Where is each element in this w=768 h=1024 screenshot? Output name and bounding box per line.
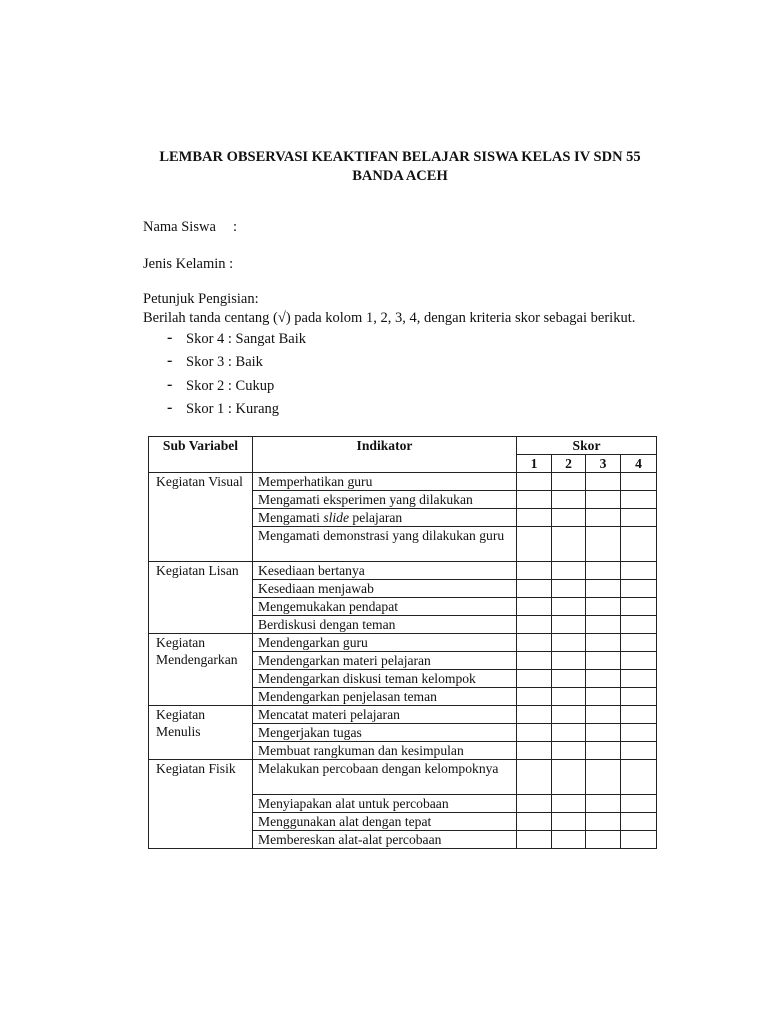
score-cell-4[interactable]: [621, 473, 657, 491]
table-row: [149, 634, 657, 652]
sub-variabel-cell: Kegiatan Lisan: [149, 562, 253, 634]
criteria-text: Skor 3 : Baik: [186, 354, 263, 370]
indikator-cell: Mencatat materi pelajaran: [253, 706, 517, 724]
header-sub-variabel: Sub Variabel: [149, 437, 253, 473]
indikator-cell: Mendengarkan diskusi teman kelompok: [253, 670, 517, 688]
score-cell-4[interactable]: [621, 652, 657, 670]
indikator-cell: Mendengarkan guru: [253, 634, 517, 652]
score-cell-1[interactable]: [517, 688, 552, 706]
table-row: [149, 473, 657, 491]
score-cell-4[interactable]: [621, 813, 657, 831]
score-cell-4[interactable]: [621, 598, 657, 616]
score-cell-2[interactable]: [552, 616, 586, 634]
title-line-2: BANDA ACEH: [352, 168, 448, 184]
score-cell-4[interactable]: [621, 580, 657, 598]
score-cell-1[interactable]: [517, 491, 552, 509]
indikator-cell: Menggunakan alat dengan tepat: [253, 813, 517, 831]
score-cell-3[interactable]: [586, 527, 621, 562]
score-cell-1[interactable]: [517, 831, 552, 849]
score-cell-1[interactable]: [517, 742, 552, 760]
score-cell-3[interactable]: [586, 598, 621, 616]
header-indikator: Indikator: [253, 437, 517, 473]
score-cell-2[interactable]: [552, 813, 586, 831]
score-cell-3[interactable]: [586, 706, 621, 724]
score-cell-3[interactable]: [586, 509, 621, 527]
indikator-cell: Mengemukakan pendapat: [253, 598, 517, 616]
table-row: [149, 706, 657, 724]
indikator-cell: Mengerjakan tugas: [253, 724, 517, 742]
score-cell-3[interactable]: [586, 491, 621, 509]
score-cell-4[interactable]: [621, 527, 657, 562]
indikator-cell: Mendengarkan penjelasan teman: [253, 688, 517, 706]
score-cell-1[interactable]: [517, 760, 552, 795]
indikator-cell: Menyiapakan alat untuk percobaan: [253, 795, 517, 813]
table-row: [149, 562, 657, 580]
score-cell-3[interactable]: [586, 795, 621, 813]
score-cell-3[interactable]: [586, 652, 621, 670]
score-cell-2[interactable]: [552, 473, 586, 491]
score-cell-1[interactable]: [517, 813, 552, 831]
instructions-text: Berilah tanda centang (√) pada kolom 1, 2, 3, 4, dengan kriteria skor sebagai berikut.: [143, 310, 636, 326]
score-cell-3[interactable]: [586, 724, 621, 742]
indikator-cell: Memperhatikan guru: [253, 473, 517, 491]
sub-variabel-cell: Kegiatan Visual: [149, 473, 253, 562]
score-cell-3[interactable]: [586, 813, 621, 831]
score-cell-2[interactable]: [552, 760, 586, 795]
score-cell-4[interactable]: [621, 760, 657, 795]
bullet-dash: -: [167, 376, 173, 393]
score-cell-2[interactable]: [552, 509, 586, 527]
indikator-cell: Mengamati demonstrasi yang dilakukan guru: [253, 527, 517, 562]
score-cell-2[interactable]: [552, 670, 586, 688]
score-cell-2[interactable]: [552, 652, 586, 670]
score-cell-2[interactable]: [552, 634, 586, 652]
score-cell-1[interactable]: [517, 509, 552, 527]
sub-variabel-cell: Kegiatan Mendengarkan: [149, 634, 253, 706]
score-cell-4[interactable]: [621, 509, 657, 527]
instructions: [143, 290, 703, 328]
field-jenis-kelamin: [143, 255, 233, 274]
score-cell-3[interactable]: [586, 742, 621, 760]
score-cell-4[interactable]: [621, 491, 657, 509]
score-cell-2[interactable]: [552, 527, 586, 562]
score-cell-4[interactable]: [621, 724, 657, 742]
criteria-text: Skor 1 : Kurang: [186, 401, 280, 417]
score-cell-1[interactable]: [517, 598, 552, 616]
score-cell-4[interactable]: [621, 688, 657, 706]
score-cell-1[interactable]: [517, 562, 552, 580]
score-cell-2[interactable]: [552, 598, 586, 616]
indikator-cell: Mengamati eksperimen yang dilakukan: [253, 491, 517, 509]
title-line-1: LEMBAR OBSERVASI KEAKTIFAN BELAJAR SISWA KELAS IV SDN 55: [159, 149, 641, 165]
score-cell-4[interactable]: [621, 670, 657, 688]
score-cell-1[interactable]: [517, 652, 552, 670]
bullet-dash: -: [167, 329, 173, 346]
score-cell-3[interactable]: [586, 670, 621, 688]
field-label: Jenis Kelamin :: [143, 256, 234, 272]
score-cell-2[interactable]: [552, 795, 586, 813]
score-cell-4[interactable]: [621, 634, 657, 652]
score-cell-1[interactable]: [517, 706, 552, 724]
score-cell-3[interactable]: [586, 831, 621, 849]
score-cell-4[interactable]: [621, 562, 657, 580]
table-row: [149, 760, 657, 795]
score-cell-1[interactable]: [517, 473, 552, 491]
indikator-cell: Kesediaan bertanya: [253, 562, 517, 580]
field-label: Nama Siswa: [143, 219, 216, 235]
criteria-text: Skor 4 : Sangat Baik: [186, 331, 307, 347]
indikator-cell: Mengamati slide pelajaran: [253, 509, 517, 527]
score-cell-2[interactable]: [552, 580, 586, 598]
observation-table: [148, 436, 657, 849]
score-cell-3[interactable]: [586, 616, 621, 634]
indikator-cell: Melakukan percobaan dengan kelompoknya: [253, 760, 517, 795]
score-cell-1[interactable]: [517, 670, 552, 688]
sub-variabel-cell: Kegiatan Menulis: [149, 706, 253, 760]
header-score-1: 1: [517, 455, 552, 473]
score-cell-2[interactable]: [552, 742, 586, 760]
score-cell-2[interactable]: [552, 706, 586, 724]
score-cell-2[interactable]: [552, 831, 586, 849]
score-cell-2[interactable]: [552, 491, 586, 509]
indikator-cell: Membuat rangkuman dan kesimpulan: [253, 742, 517, 760]
score-cell-1[interactable]: [517, 580, 552, 598]
score-cell-2[interactable]: [552, 562, 586, 580]
criteria-text: Skor 2 : Cukup: [186, 378, 275, 394]
score-cell-3[interactable]: [586, 688, 621, 706]
header-skor: Skor: [517, 437, 657, 455]
header-score-3: 3: [586, 455, 621, 473]
header-score-2: 2: [552, 455, 586, 473]
score-cell-4[interactable]: [621, 706, 657, 724]
score-cell-3[interactable]: [586, 580, 621, 598]
bullet-dash: -: [167, 399, 173, 416]
sub-variabel-cell: Kegiatan Fisik: [149, 760, 253, 849]
indikator-cell: Mendengarkan materi pelajaran: [253, 652, 517, 670]
indikator-cell: Membereskan alat-alat percobaan: [253, 831, 517, 849]
score-cell-1[interactable]: [517, 724, 552, 742]
score-cell-3[interactable]: [586, 760, 621, 795]
bullet-dash: -: [167, 352, 173, 369]
score-cell-1[interactable]: [517, 527, 552, 562]
page-title: [140, 148, 660, 186]
score-cell-4[interactable]: [621, 831, 657, 849]
instructions-heading: Petunjuk Pengisian:: [143, 291, 259, 307]
score-cell-1[interactable]: [517, 634, 552, 652]
field-colon: :: [233, 219, 238, 235]
score-cell-2[interactable]: [552, 724, 586, 742]
score-cell-3[interactable]: [586, 562, 621, 580]
table-body: [149, 473, 657, 849]
score-cell-3[interactable]: [586, 634, 621, 652]
score-cell-4[interactable]: [621, 742, 657, 760]
score-cell-3[interactable]: [586, 473, 621, 491]
italic-word: slide: [323, 510, 349, 525]
header-score-4: 4: [621, 455, 657, 473]
score-cell-2[interactable]: [552, 688, 586, 706]
indikator-cell: Berdiskusi dengan teman: [253, 616, 517, 634]
score-cell-4[interactable]: [621, 616, 657, 634]
score-cell-1[interactable]: [517, 795, 552, 813]
indikator-cell: Kesediaan menjawab: [253, 580, 517, 598]
score-cell-1[interactable]: [517, 616, 552, 634]
score-cell-4[interactable]: [621, 795, 657, 813]
field-nama-siswa: [143, 218, 238, 237]
